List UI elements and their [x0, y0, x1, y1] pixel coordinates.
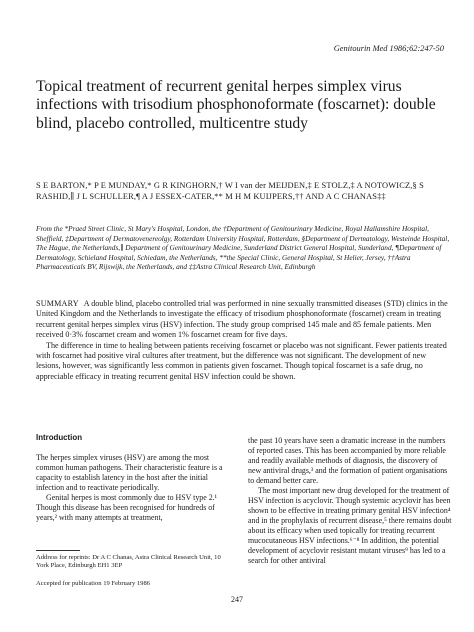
left-column — [36, 433, 232, 523]
affiliations-text: *Praed Street Clinic, St Mary's Hospital, London, the †Department of Genitourinary Medicine, Royal Hallamshire Hospital, Sheffield, ‡Department of Dermatovenereolgy, Rotterdam University Hospital, Rotterdam, §Department of Dermatology, Westeinde Hospital, The Hague, the Netherlands,∥ Department of Genitourinary Medicine, Sunderland District General Hospital, Sunderland, ¶Department of Dermatology, Schieland Hospital, Schiedam, the Netherlands, **the Special Clinic, General Hospital, St Helier, Jersey, ††Astra Pharmaceuticals BV, Rijswijk, the Netherlands, and ‡‡Astra Clinical Research Unit, Edinburgh — [36, 224, 450, 272]
summary-abstract — [36, 299, 450, 382]
summary-paragraph-1 — [36, 299, 450, 341]
accepted-date: Accepted for publication 19 February 1986 — [36, 580, 151, 587]
affiliations-lead: From the — [36, 224, 63, 233]
footnote-divider — [36, 550, 80, 551]
summary-paragraph-2: The difference in time to healing between patients receiving foscarnet or placebo was not significant. Fewer patients treated with foscarnet had positive viral cultures after treatment, but the difference was not significant. The development of new lesions, however, was significantly less common in patients given foscarnet. Though topical foscarnet is a safe drug, no appreciable efficacy in treating recurrent genital HSV infection could be shown. — [36, 340, 447, 381]
summary-label: SUMMARY — [36, 299, 79, 308]
intro-left-paragraph-1: The herpes simplex viruses (HSV) are among the most common human pathogens. Their characteristic feature is a capacity to establish latency in the host after the initial infection and to reactivate periodically. — [36, 453, 223, 492]
reprint-address: Address for reprints: Dr A C Chanas, Astra Clinical Research Unit, 10 York Place, Edinburgh EH1 3EP — [36, 554, 221, 570]
page-number: 247 — [231, 595, 243, 604]
intro-right-paragraph-1: the past 10 years have seen a dramatic increase in the numbers of reported cases. This has been accompanied by more reliable and readily available methods of diagnosis, the discovery of new antiviral drugs,³ and the formation of patient organisations to demand better care. — [248, 436, 448, 485]
summary-text-1: A double blind, placebo controlled trial was performed in nine sexually transmitted diseases (STD) clinics in the United Kingdom and the Netherlands to investigate the efficacy of trisodium phosphonoformate (foscarnet) cream in treating recurrent genital herpes simplex virus (HSV) infection. The study group comprised 145 male and 85 female patients. Men received 0·3% foscarnet cream and women 1% foscarnet cream for five days. — [36, 299, 448, 340]
author-list: S E BARTON,* P E MUNDAY,* G R KINGHORN,† W I van der MEIJDEN,‡ E STOLZ,‡ A NOTOWICZ,§ S RASHID,∥ J L SCHULLER,¶ A J ESSEX-CATER,** M H M KUIJPERS,†† AND A C CHANAS‡‡ — [36, 181, 424, 201]
journal-reference: Genitourin Med 1986;62:247-50 — [333, 44, 444, 53]
intro-left-paragraph-2: Genital herpes is most commonly due to HSV type 2.¹ Though this disease has been recognised for hundreds of years,² with many attempts at treatment, — [36, 493, 217, 522]
introduction-heading: Introduction — [36, 433, 83, 442]
intro-right-paragraph-2: The most important new drug developed for the treatment of HSV infection is acyclovir. Though systemic acyclovir has been shown to be effective in treating primary genital HSV infection⁴ and in the prophylaxis of recurrent disease,⁵ there remains doubt about its efficacy when used topically for treating recurrent mucocutaneous HSV infections.⁶⁻⁸ In addition, the potential development of acyclovir resistant mutant viruses⁹ has led to a search for other antiviral — [248, 486, 452, 565]
article-title: Topical treatment of recurrent genital herpes simplex virus infections with trisodium phosphonoformate (foscarnet): double blind, placebo controlled, multicentre study — [36, 78, 436, 132]
right-column — [248, 436, 452, 566]
author-affiliations — [36, 224, 450, 272]
